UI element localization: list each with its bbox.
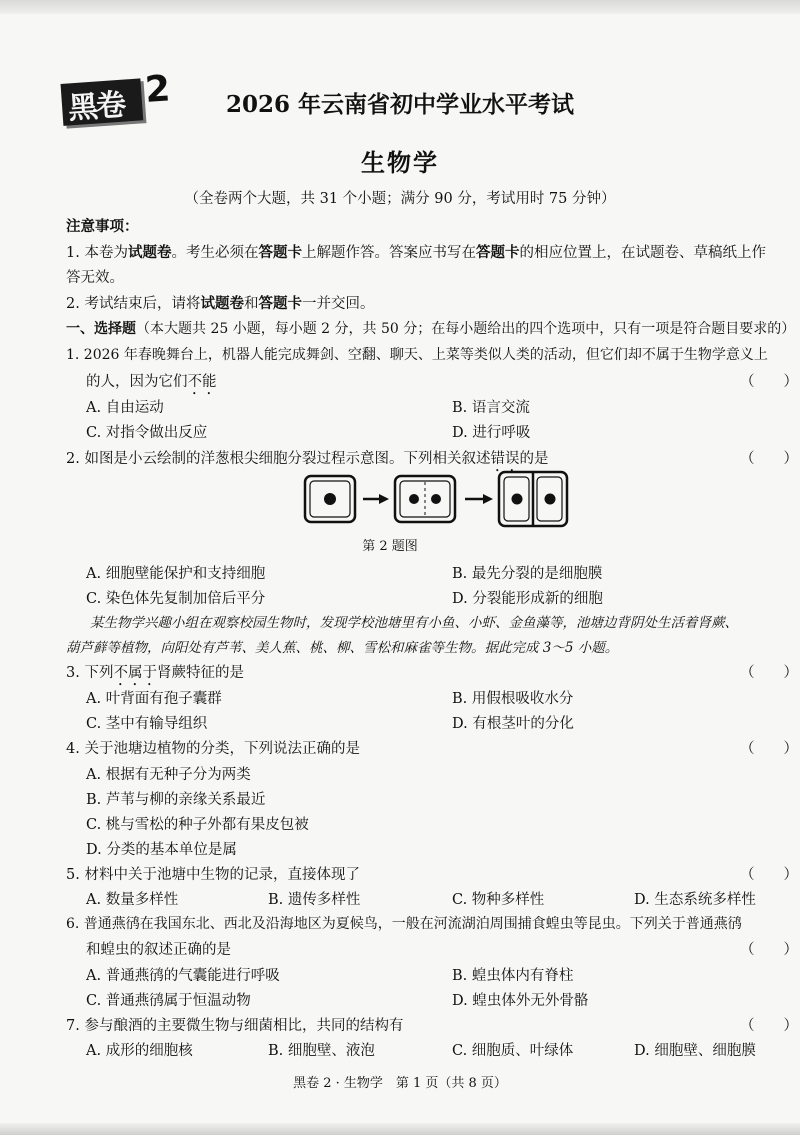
q6-option-b: B. 蝗虫体内有脊柱 (452, 968, 574, 984)
q1-option-a: A. 自由运动 (86, 400, 164, 416)
question-4-stem: 4. 关于池塘边植物的分类，下列说法正确的是 (66, 741, 360, 757)
text: 上解题作答。答案应书写在 (301, 245, 476, 261)
text-bold: 试题卷 (127, 244, 172, 261)
q2-option-a: A. 细胞壁能保护和支持细胞 (86, 566, 266, 582)
text: 的人，因为它们 (86, 374, 188, 390)
logo-text: 黑卷 (67, 87, 126, 127)
scan-edge-top (0, 0, 800, 14)
text: 3. 下列 (66, 665, 114, 681)
q1-option-c: C. 对指令做出反应 (86, 425, 208, 441)
answer-paren: （ ） (740, 374, 798, 390)
q1-option-d: D. 进行呼吸 (452, 425, 531, 441)
q6-option-c: C. 普通燕鸻属于恒温动物 (86, 993, 251, 1009)
cell-division-diagram (303, 468, 573, 530)
question-5-stem: 5. 材料中关于池塘中生物的记录，直接体现了 (66, 867, 360, 883)
section-label: 一、选择题 (66, 321, 136, 337)
answer-paren: （ ） (740, 1018, 798, 1034)
q7-option-a: A. 成形的细胞核 (86, 1043, 193, 1059)
emphasis-text: 错误 (490, 451, 520, 467)
question-3-stem (66, 661, 244, 689)
q2-option-d: D. 分裂能形成新的细胞 (452, 591, 603, 607)
text-bold: 答题卡 (475, 244, 520, 261)
notice-item-1 (66, 241, 766, 262)
q5-option-d: D. 生态系统多样性 (634, 892, 756, 908)
section-desc: （本大题共 25 小题，每小题 2 分，共 50 分；在每小题给出的四个选项中，只有一项是符合题目要求的） (136, 321, 796, 337)
text: 的是 (519, 451, 549, 467)
scan-edge-bottom (0, 1123, 800, 1135)
exam-title: 2026 年云南省初中学业水平考试 (225, 91, 575, 118)
text-bold: 答题卡 (258, 244, 302, 261)
exam-info: （全卷两个大题，共 31 个小题；满分 90 分，考试用时 75 分钟） (184, 191, 616, 207)
answer-paren: （ ） (740, 665, 798, 681)
q4-option-c: C. 桃与雪松的种子外都有果皮包被 (86, 817, 309, 833)
q7-option-b: B. 细胞壁、液泡 (268, 1043, 375, 1059)
q3-option-d: D. 有根茎叶的分化 (452, 716, 574, 732)
material-line-1: 某生物学兴趣小组在观察校园生物时，发现学校池塘里有小鱼、小虾、金鱼藻等，池塘边背阴处生活着肾蕨、 (90, 615, 738, 631)
q4-option-b: B. 芦苇与柳的亲缘关系最近 (86, 792, 266, 808)
material-line-2: 葫芦藓等植物，向阳处有芦苇、美人蕉、桃、柳、雪松和麻雀等生物。据此完成 3～5 小题。 (66, 640, 619, 656)
text: 。考生必须在 (171, 245, 259, 261)
text-bold: 试题卷 (200, 295, 244, 312)
question-6-line-1: 6. 普通燕鸻在我国东北、西北及沿海地区为夏候鸟，一般在河流湖泊周围捕食蝗虫等昆虫。下列关于普通燕鸻 (66, 916, 742, 932)
q6-option-a: A. 普通燕鸻的气囊能进行呼吸 (86, 968, 280, 984)
question-1-line-2 (86, 370, 217, 398)
notice-item-1-cont: 答无效。 (66, 270, 124, 286)
emphasis-text: 不能 (187, 374, 217, 390)
notice-heading: 注意事项： (66, 218, 139, 235)
figure-caption: 第 2 题图 (362, 539, 418, 554)
q5-option-c: C. 物种多样性 (452, 892, 545, 908)
q4-option-d: D. 分类的基本单位是属 (86, 842, 237, 858)
question-7-stem: 7. 参与酿酒的主要微生物与细菌相比，共同的结构有 (66, 1018, 404, 1034)
emphasis-text: 不属于 (113, 665, 157, 681)
q7-option-c: C. 细胞质、叶绿体 (452, 1043, 574, 1059)
q3-option-c: C. 茎中有输导组织 (86, 716, 208, 732)
q4-option-a: A. 根据有无种子分为两类 (86, 767, 251, 783)
answer-paren: （ ） (740, 942, 798, 958)
q2-option-b: B. 最先分裂的是细胞膜 (452, 566, 603, 582)
question-1-line-1: 1. 2026 年春晚舞台上，机器人能完成舞剑、空翻、聊天、上菜等类似人类的活动，但它们却不属于生物学意义上 (66, 347, 768, 363)
text: 1. 本卷为 (66, 245, 128, 261)
q7-option-d: D. 细胞壁、细胞膜 (634, 1043, 756, 1059)
answer-paren: （ ） (740, 741, 798, 757)
logo-number: 2 (143, 68, 172, 112)
text: 和 (243, 296, 259, 312)
text: 2. 如图是小云绘制的洋葱根尖细胞分裂过程示意图。下列相关叙述 (66, 451, 491, 467)
page-footer: 黑卷 2 · 生物学 第 1 页（共 8 页） (293, 1076, 507, 1091)
answer-paren: （ ） (740, 451, 798, 467)
q1-option-b: B. 语言交流 (452, 400, 530, 416)
text-bold: 答题卡 (258, 295, 302, 312)
text: 2. 考试结束后，请将 (66, 296, 201, 312)
answer-paren: （ ） (740, 867, 798, 883)
text: 肾蕨特征的是 (156, 665, 244, 681)
q5-option-b: B. 遗传多样性 (268, 892, 361, 908)
q3-option-b: B. 用假根吸收水分 (452, 691, 574, 707)
text: 的相应位置上，在试题卷、草稿纸上作 (519, 245, 766, 261)
q2-option-c: C. 染色体先复制加倍后平分 (86, 591, 266, 607)
q3-option-a: A. 叶背面有孢子囊群 (86, 691, 222, 707)
subject-title: 生物学 (361, 148, 439, 177)
text: 一并交回。 (301, 296, 375, 312)
section-1-heading (66, 318, 795, 338)
question-6-line-2: 和蝗虫的叙述正确的是 (86, 942, 231, 958)
q6-option-d: D. 蝗虫体外无外骨骼 (452, 993, 589, 1009)
notice-item-2 (66, 292, 374, 313)
q5-option-a: A. 数量多样性 (86, 892, 179, 908)
